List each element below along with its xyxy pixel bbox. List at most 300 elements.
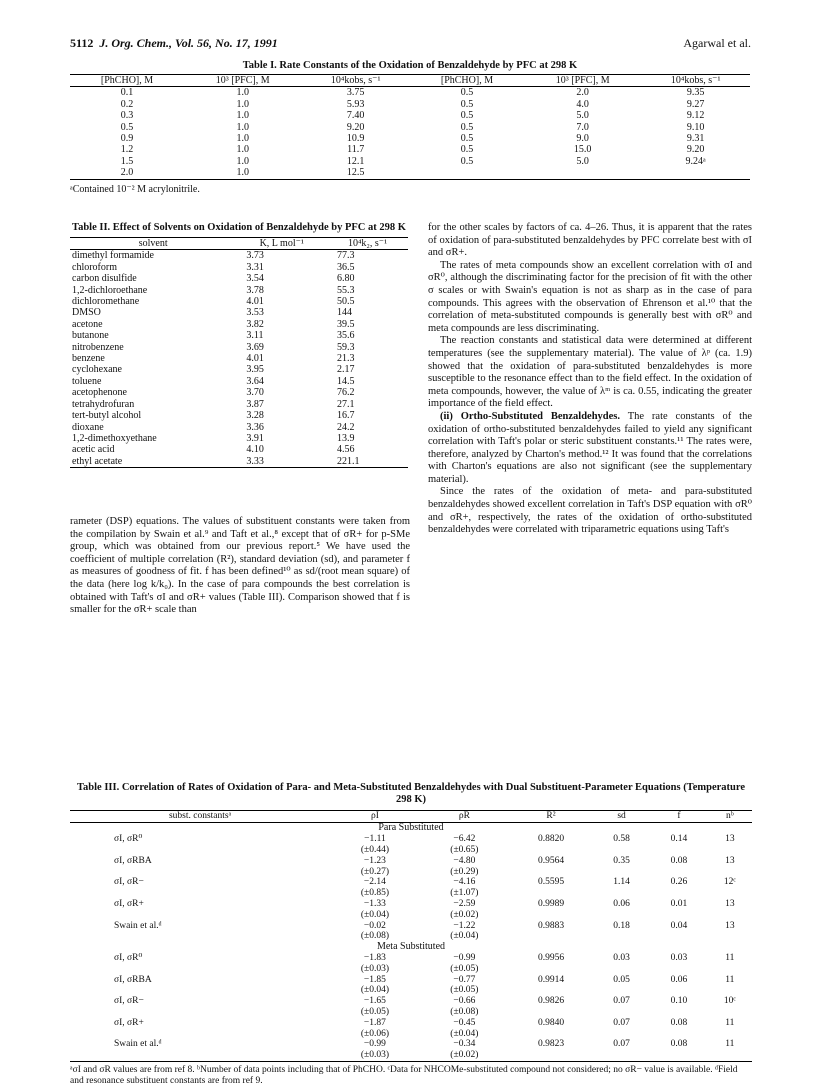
table-cell: 4.01 bbox=[246, 353, 264, 365]
table-1-column-header: [PhCHO], M bbox=[440, 75, 494, 86]
table-1-header-row bbox=[70, 75, 750, 87]
table-cell: 3.69 bbox=[246, 341, 264, 353]
rho-r: −0.99 bbox=[453, 952, 476, 963]
table-row bbox=[70, 877, 752, 888]
table-cell: ethyl acetate bbox=[72, 455, 123, 467]
table-row bbox=[70, 167, 750, 179]
empty-cell bbox=[650, 1007, 707, 1018]
table-3-footnote: ᵃσI and σR values are from ref 8. ᵇNumber of data points including that of PhCHO. ᶜData for NHCOMe-substituted compound not considered; no σR− value is available. ᵈField and resonance substituent constants are from ref 9. bbox=[70, 1064, 738, 1086]
rho-r-error: (±0.05) bbox=[450, 963, 479, 974]
table-row bbox=[70, 996, 752, 1007]
table-cell: 9.31 bbox=[686, 133, 705, 145]
rho-i: −1.23 bbox=[363, 855, 386, 866]
n-points: 13 bbox=[725, 855, 735, 866]
table-row bbox=[70, 285, 408, 296]
empty-cell bbox=[708, 964, 752, 975]
empty-cell bbox=[650, 1050, 707, 1061]
rho-r: −0.34 bbox=[453, 1039, 476, 1050]
table-cell: 1.0 bbox=[236, 98, 249, 110]
empty-cell bbox=[708, 1029, 752, 1040]
empty-cell bbox=[70, 931, 330, 942]
f-value: 0.08 bbox=[670, 855, 688, 866]
std-dev: 0.05 bbox=[613, 974, 630, 985]
table-row bbox=[70, 1018, 752, 1029]
table-row bbox=[70, 110, 750, 121]
n-points: 11 bbox=[725, 1017, 735, 1028]
table-cell: 221.1 bbox=[337, 455, 360, 467]
table-cell: 9.20 bbox=[686, 144, 705, 156]
empty-cell bbox=[70, 1007, 330, 1018]
table-cell: 50.5 bbox=[337, 296, 355, 308]
empty-cell bbox=[509, 985, 593, 996]
table-row bbox=[70, 456, 408, 468]
running-header-authors: Agarwal et al. bbox=[683, 36, 751, 50]
section-title: Meta Substituted bbox=[376, 941, 446, 953]
table-cell: 1.5 bbox=[120, 155, 134, 167]
table-row-errors bbox=[70, 964, 752, 975]
table-cell: chloroform bbox=[72, 261, 117, 273]
empty-cell bbox=[509, 931, 593, 942]
table-cell: 55.3 bbox=[337, 284, 355, 296]
rho-i-error: (±0.85) bbox=[360, 888, 389, 899]
empty-cell bbox=[650, 1029, 707, 1040]
left-paragraph: rameter (DSP) equations. The values of substituent constants were taken from the compilation by Swain et al.⁹ and Taft et al.,⁸ except that of σR+ for p-SMe group, which was obtained from our previous report.⁵ We have used the coefficient of multiple correlation (R²), standard deviation (sd), and parameter f as measures of goodness of fit. f has been defined¹⁰ as sd/(root mean square) of the data (here log k/k₀). In the case of para compounds the best correlation is obtained with Taft's σI and σR+ values (Table III). Comparison showed that f is smaller for the σR+ scale than bbox=[70, 516, 410, 616]
table-cell bbox=[641, 167, 750, 179]
rho-r-error: (±0.02) bbox=[450, 1050, 479, 1061]
empty-cell bbox=[593, 1050, 650, 1061]
table-cell: tetrahydrofuran bbox=[72, 398, 135, 410]
table-cell: acetic acid bbox=[72, 444, 115, 456]
table-cell: dichloromethane bbox=[72, 296, 140, 308]
n-points: 11 bbox=[725, 1039, 735, 1050]
subst-constants: σI, σRBA bbox=[114, 974, 152, 985]
empty-cell bbox=[708, 888, 752, 899]
table-1-body bbox=[70, 87, 750, 179]
table-row bbox=[70, 296, 408, 307]
empty-cell bbox=[593, 931, 650, 942]
r-squared: 0.9564 bbox=[537, 855, 565, 866]
rho-i: −0.99 bbox=[363, 1039, 386, 1050]
empty-cell bbox=[708, 867, 752, 878]
empty-cell bbox=[509, 1007, 593, 1018]
subst-constants: σI, σRBA bbox=[114, 855, 152, 866]
empty-cell bbox=[650, 931, 707, 942]
table-row bbox=[70, 387, 408, 398]
table-cell: 3.73 bbox=[246, 250, 264, 262]
table-cell: DMSO bbox=[72, 307, 101, 319]
table-3-column-header: f bbox=[677, 811, 681, 821]
table-cell: 24.2 bbox=[337, 421, 355, 433]
rho-r-error: (±0.04) bbox=[450, 1028, 479, 1039]
empty-cell bbox=[708, 910, 752, 921]
empty-cell bbox=[70, 964, 330, 975]
table-cell: nitrobenzene bbox=[72, 341, 124, 353]
f-value: 0.01 bbox=[670, 898, 688, 909]
table-1 bbox=[70, 60, 750, 195]
table-cell: 3.91 bbox=[246, 432, 264, 444]
table-1-column-header: 10³ [PFC], M bbox=[215, 75, 270, 86]
table-cell: toluene bbox=[72, 375, 102, 387]
table-cell: 2.0 bbox=[576, 87, 589, 99]
table-cell: butanone bbox=[72, 330, 109, 342]
table-1-column-header: 10⁴kobs, s⁻¹ bbox=[670, 75, 721, 86]
f-value: 0.06 bbox=[670, 974, 688, 985]
table-row-errors bbox=[70, 910, 752, 921]
empty-cell bbox=[70, 985, 330, 996]
table-2-body bbox=[70, 250, 408, 468]
subst-constants: σI, σR⁰ bbox=[114, 834, 143, 845]
table-cell: 3.70 bbox=[246, 387, 264, 399]
left-column-text bbox=[70, 516, 410, 617]
rho-r: −4.80 bbox=[453, 855, 476, 866]
table-row bbox=[70, 133, 750, 144]
table-cell: 16.7 bbox=[337, 410, 355, 422]
table-cell: 0.5 bbox=[460, 144, 474, 156]
table-row bbox=[70, 99, 750, 110]
rho-i-error: (±0.05) bbox=[360, 1006, 389, 1017]
table-cell: 3.78 bbox=[246, 284, 264, 296]
table-3-column-header: R² bbox=[546, 811, 556, 821]
table-cell: 9.10 bbox=[686, 121, 705, 133]
table-cell: 0.3 bbox=[120, 110, 134, 122]
table-row bbox=[70, 144, 750, 155]
empty-cell bbox=[70, 910, 330, 921]
std-dev: 0.03 bbox=[613, 952, 630, 963]
table-1-column-header: 10⁴kobs, s⁻¹ bbox=[330, 75, 381, 86]
empty-cell bbox=[593, 985, 650, 996]
empty-cell bbox=[509, 910, 593, 921]
table-row bbox=[70, 273, 408, 284]
table-cell: 3.54 bbox=[246, 273, 264, 285]
table-cell: acetone bbox=[72, 318, 103, 330]
table-cell: 0.5 bbox=[460, 121, 474, 133]
r-squared: 0.9840 bbox=[537, 1017, 565, 1028]
rho-i: −2.14 bbox=[363, 877, 386, 888]
empty-cell bbox=[708, 845, 752, 856]
table-cell: 6.80 bbox=[337, 273, 355, 285]
table-cell: 4.01 bbox=[246, 296, 264, 308]
r-squared: 0.9826 bbox=[537, 996, 565, 1007]
table-row-errors bbox=[70, 845, 752, 856]
right-paragraph-3: The reaction constants and statistical data were determined at different temperatures (see the supplementary material). The value of λᵖ (ca. 1.9) showed that the oxidation of para-substituted benzaldehydes is more susceptible to the resonance effect than to the field effect. In the oxidation of meta compounds, however, the value of λᵐ is ca. 0.55, indicating the greater importance of the field effect. bbox=[428, 335, 752, 410]
running-header-left bbox=[70, 36, 278, 51]
right-paragraph-4-body: The rate constants of the oxidation of ortho-substituted benzaldehydes failed to yield any significant correlation with Taft's polar or steric substituent constants.¹¹ The rates were, therefore, analyzed by Charton's method.¹² It was found that the correlations with Charton's equations are also not significant (see the supplementary material). bbox=[428, 410, 752, 485]
table-row bbox=[70, 444, 408, 455]
empty-cell bbox=[509, 1029, 593, 1040]
table-cell: 9.24ᵃ bbox=[685, 155, 706, 167]
table-3-body bbox=[70, 823, 752, 1062]
table-row bbox=[70, 330, 408, 341]
table-row bbox=[70, 376, 408, 387]
table-row bbox=[70, 342, 408, 353]
n-points: 13 bbox=[725, 834, 735, 845]
section-row bbox=[70, 942, 752, 953]
empty-cell bbox=[70, 1029, 330, 1040]
table-row bbox=[70, 156, 750, 167]
empty-cell bbox=[509, 1050, 593, 1061]
f-value: 0.10 bbox=[670, 996, 688, 1007]
table-row bbox=[70, 975, 752, 986]
r-squared: 0.9956 bbox=[537, 952, 565, 963]
rho-i: −1.33 bbox=[363, 898, 386, 909]
empty-cell bbox=[708, 985, 752, 996]
table-cell: 3.11 bbox=[246, 330, 264, 342]
rho-i-error: (±0.44) bbox=[360, 845, 389, 855]
table-cell: 1.0 bbox=[236, 110, 249, 122]
section-row bbox=[70, 823, 752, 834]
rho-r: −4.16 bbox=[453, 877, 476, 888]
empty-cell bbox=[70, 1050, 330, 1061]
table-row bbox=[70, 921, 752, 932]
empty-cell bbox=[650, 867, 707, 878]
r-squared: 0.9989 bbox=[537, 898, 565, 909]
table-row bbox=[70, 953, 752, 964]
table-cell: 11.7 bbox=[347, 144, 365, 156]
table-cell bbox=[410, 167, 524, 179]
empty-cell bbox=[650, 910, 707, 921]
table-cell: 39.5 bbox=[337, 318, 355, 330]
rho-i-error: (±0.03) bbox=[360, 1050, 389, 1061]
rho-r-error: (±0.65) bbox=[450, 845, 479, 855]
empty-cell bbox=[650, 985, 707, 996]
table-cell: 59.3 bbox=[337, 341, 355, 353]
table-cell: tert-butyl alcohol bbox=[72, 410, 142, 422]
section-title: Para Substituted bbox=[378, 822, 444, 834]
table-cell: acetophenone bbox=[72, 387, 127, 399]
table-cell: 21.3 bbox=[337, 353, 355, 365]
table-cell: 0.5 bbox=[120, 121, 134, 133]
table-cell: 12.1 bbox=[346, 155, 365, 167]
rho-i: −1.85 bbox=[363, 974, 386, 985]
table-cell: 1.0 bbox=[236, 87, 249, 99]
table-cell: 1.0 bbox=[236, 133, 249, 145]
table-row-errors bbox=[70, 1050, 752, 1061]
n-points: 13 bbox=[725, 920, 735, 931]
table-1-footnote: ᵃContained 10⁻² M acrylonitrile. bbox=[70, 183, 200, 195]
empty-cell bbox=[650, 964, 707, 975]
table-cell: 0.1 bbox=[120, 87, 134, 99]
f-value: 0.14 bbox=[670, 834, 688, 845]
n-points: 11 bbox=[725, 974, 735, 985]
table-cell: 27.1 bbox=[337, 398, 355, 410]
table-cell: 36.5 bbox=[337, 261, 355, 273]
table-2 bbox=[70, 222, 408, 468]
rho-r-error: (±0.04) bbox=[450, 931, 479, 942]
table-cell: 5.93 bbox=[346, 98, 365, 110]
table-cell: 4.0 bbox=[576, 98, 589, 110]
empty-cell bbox=[509, 964, 593, 975]
table-3-header-row bbox=[70, 811, 752, 823]
std-dev: 0.18 bbox=[613, 920, 630, 931]
rho-r-error: (±0.08) bbox=[450, 1006, 479, 1017]
r-squared: 0.9914 bbox=[537, 974, 565, 985]
table-cell: 1.0 bbox=[236, 167, 249, 179]
table-3-column-header: sd bbox=[617, 811, 626, 821]
empty-cell bbox=[593, 1007, 650, 1018]
table-cell: 7.40 bbox=[346, 110, 365, 122]
table-cell: 9.27 bbox=[686, 98, 705, 110]
table-1-column-header: 10³ [PFC], M bbox=[555, 75, 610, 86]
subst-constants: Swain et al.ᵈ bbox=[114, 1039, 162, 1050]
table-cell: 0.9 bbox=[120, 133, 134, 145]
table-cell: benzene bbox=[72, 353, 105, 365]
table-cell: 1.0 bbox=[236, 144, 249, 156]
table-cell: 3.33 bbox=[246, 455, 264, 467]
table-row bbox=[70, 1039, 752, 1050]
table-cell: 0.5 bbox=[460, 133, 474, 145]
rho-r-error: (±0.02) bbox=[450, 909, 479, 920]
empty-cell bbox=[70, 845, 330, 856]
section-heading: (ii) Ortho-Substituted Benzaldehydes. bbox=[440, 410, 621, 422]
table-row bbox=[70, 122, 750, 133]
empty-cell bbox=[650, 888, 707, 899]
table-cell: 1.0 bbox=[236, 155, 249, 167]
empty-cell bbox=[708, 931, 752, 942]
table-cell: 3.36 bbox=[246, 421, 264, 433]
table-row bbox=[70, 353, 408, 364]
table-row-errors bbox=[70, 1007, 752, 1018]
table-cell: dioxane bbox=[72, 421, 104, 433]
table-row bbox=[70, 319, 408, 330]
rho-i: −1.11 bbox=[364, 834, 386, 845]
table-cell: 10.9 bbox=[346, 133, 365, 145]
rho-r: −0.66 bbox=[453, 996, 476, 1007]
rho-r: −0.45 bbox=[453, 1017, 476, 1028]
empty-cell bbox=[650, 845, 707, 856]
table-row bbox=[70, 433, 408, 444]
table-row bbox=[70, 87, 750, 99]
rho-i-error: (±0.06) bbox=[360, 1028, 389, 1039]
r-squared: 0.9883 bbox=[537, 920, 565, 931]
f-value: 0.03 bbox=[670, 952, 688, 963]
table-cell: 77.3 bbox=[337, 250, 355, 262]
rho-r: −6.42 bbox=[453, 834, 476, 845]
table-row bbox=[70, 899, 752, 910]
empty-cell bbox=[509, 867, 593, 878]
f-value: 0.26 bbox=[670, 877, 688, 888]
table-cell: 3.82 bbox=[246, 318, 264, 330]
table-cell: 5.0 bbox=[576, 155, 589, 167]
rho-i: −1.83 bbox=[363, 952, 386, 963]
table-row bbox=[70, 262, 408, 273]
table-cell: 7.0 bbox=[576, 121, 589, 133]
rho-r-error: (±0.05) bbox=[450, 985, 479, 996]
table-row-errors bbox=[70, 888, 752, 899]
table-row-errors bbox=[70, 867, 752, 878]
right-paragraph-4 bbox=[428, 411, 752, 487]
n-points: 12ᶜ bbox=[723, 877, 736, 888]
rho-r: −1.22 bbox=[453, 920, 476, 931]
rho-i-error: (±0.27) bbox=[360, 866, 389, 877]
page-number: 5112 bbox=[70, 36, 94, 50]
n-points: 10ᶜ bbox=[723, 996, 736, 1007]
n-points: 13 bbox=[725, 898, 735, 909]
table-cell: 4.10 bbox=[246, 444, 264, 456]
table-cell: 2.17 bbox=[337, 364, 355, 376]
std-dev: 0.35 bbox=[613, 855, 630, 866]
table-3-caption: Table III. Correlation of Rates of Oxidation of Para- and Meta-Substituted Benzaldehydes with Dual Substituent-Parameter Equations (Temperature 298 K) bbox=[76, 782, 746, 805]
table-cell: 0.2 bbox=[120, 98, 134, 110]
empty-cell bbox=[593, 964, 650, 975]
table-cell: 15.0 bbox=[573, 144, 592, 156]
std-dev: 0.07 bbox=[613, 1039, 630, 1050]
table-cell: 1.2 bbox=[120, 144, 134, 156]
table-cell: dimethyl formamide bbox=[72, 250, 154, 262]
rho-i-error: (±0.04) bbox=[360, 985, 389, 996]
empty-cell bbox=[593, 888, 650, 899]
subst-constants: σI, σR+ bbox=[114, 898, 144, 909]
empty-cell bbox=[593, 845, 650, 856]
table-row bbox=[70, 364, 408, 375]
table-cell: 3.87 bbox=[246, 398, 264, 410]
std-dev: 0.07 bbox=[613, 1017, 630, 1028]
table-3-grid bbox=[70, 810, 752, 1062]
empty-cell bbox=[593, 867, 650, 878]
subst-constants: σI, σR+ bbox=[114, 1017, 144, 1028]
f-value: 0.08 bbox=[670, 1039, 688, 1050]
empty-cell bbox=[509, 845, 593, 856]
table-1-grid bbox=[70, 74, 750, 180]
table-cell: 3.28 bbox=[246, 410, 264, 422]
std-dev: 0.07 bbox=[613, 996, 630, 1007]
empty-cell bbox=[593, 1029, 650, 1040]
rho-r-error: (±0.29) bbox=[450, 866, 479, 877]
table-row-errors bbox=[70, 1029, 752, 1040]
table-cell: 0.5 bbox=[460, 110, 474, 122]
right-paragraph-1: for the other scales by factors of ca. 4–26. Thus, it is apparent that the rates of oxidation of para-substituted benzaldehydes by PFC correlate best with σI and σR+. bbox=[428, 222, 752, 259]
empty-cell bbox=[70, 867, 330, 878]
table-cell: 35.6 bbox=[337, 330, 355, 342]
table-row bbox=[70, 399, 408, 410]
table-3-column-header: subst. constantsᵃ bbox=[168, 811, 232, 821]
table-cell: 1,2-dimethoxyethane bbox=[72, 432, 157, 444]
std-dev: 1.14 bbox=[613, 877, 630, 888]
table-cell: 9.12 bbox=[686, 110, 705, 122]
table-2-header-row bbox=[70, 238, 408, 250]
table-row bbox=[70, 422, 408, 433]
table-row bbox=[70, 250, 408, 262]
empty-cell bbox=[509, 888, 593, 899]
rho-i: −1.65 bbox=[363, 996, 386, 1007]
r-squared: 0.9823 bbox=[537, 1039, 565, 1050]
rho-r: −2.59 bbox=[453, 898, 476, 909]
rho-i-error: (±0.04) bbox=[360, 909, 389, 920]
table-cell: 0.5 bbox=[460, 87, 474, 99]
table-2-column-header: K, L mol⁻¹ bbox=[259, 238, 304, 249]
table-row bbox=[70, 410, 408, 421]
table-cell: 12.5 bbox=[346, 167, 365, 179]
table-cell: 0.5 bbox=[460, 98, 474, 110]
rho-i-error: (±0.03) bbox=[360, 963, 389, 974]
empty-cell bbox=[70, 888, 330, 899]
table-1-column-header: [PhCHO], M bbox=[100, 75, 154, 86]
table-cell: 3.95 bbox=[246, 364, 264, 376]
table-3-column-header: nᵇ bbox=[725, 811, 734, 821]
r-squared: 0.8820 bbox=[537, 834, 565, 845]
std-dev: 0.06 bbox=[613, 898, 630, 909]
table-2-column-header: 10⁴k₂, s⁻¹ bbox=[347, 238, 388, 249]
table-row-errors bbox=[70, 985, 752, 996]
table-3-column-header: ρI bbox=[370, 811, 379, 821]
table-3 bbox=[70, 782, 752, 1087]
table-cell: cyclohexane bbox=[72, 364, 122, 376]
journal-citation: J. Org. Chem., Vol. 56, No. 17, 1991 bbox=[99, 36, 278, 50]
rho-i: −1.87 bbox=[363, 1017, 386, 1028]
table-cell: 13.9 bbox=[337, 432, 355, 444]
subst-constants: σI, σR− bbox=[114, 877, 144, 888]
n-points: 11 bbox=[725, 952, 735, 963]
table-cell: 9.20 bbox=[346, 121, 365, 133]
